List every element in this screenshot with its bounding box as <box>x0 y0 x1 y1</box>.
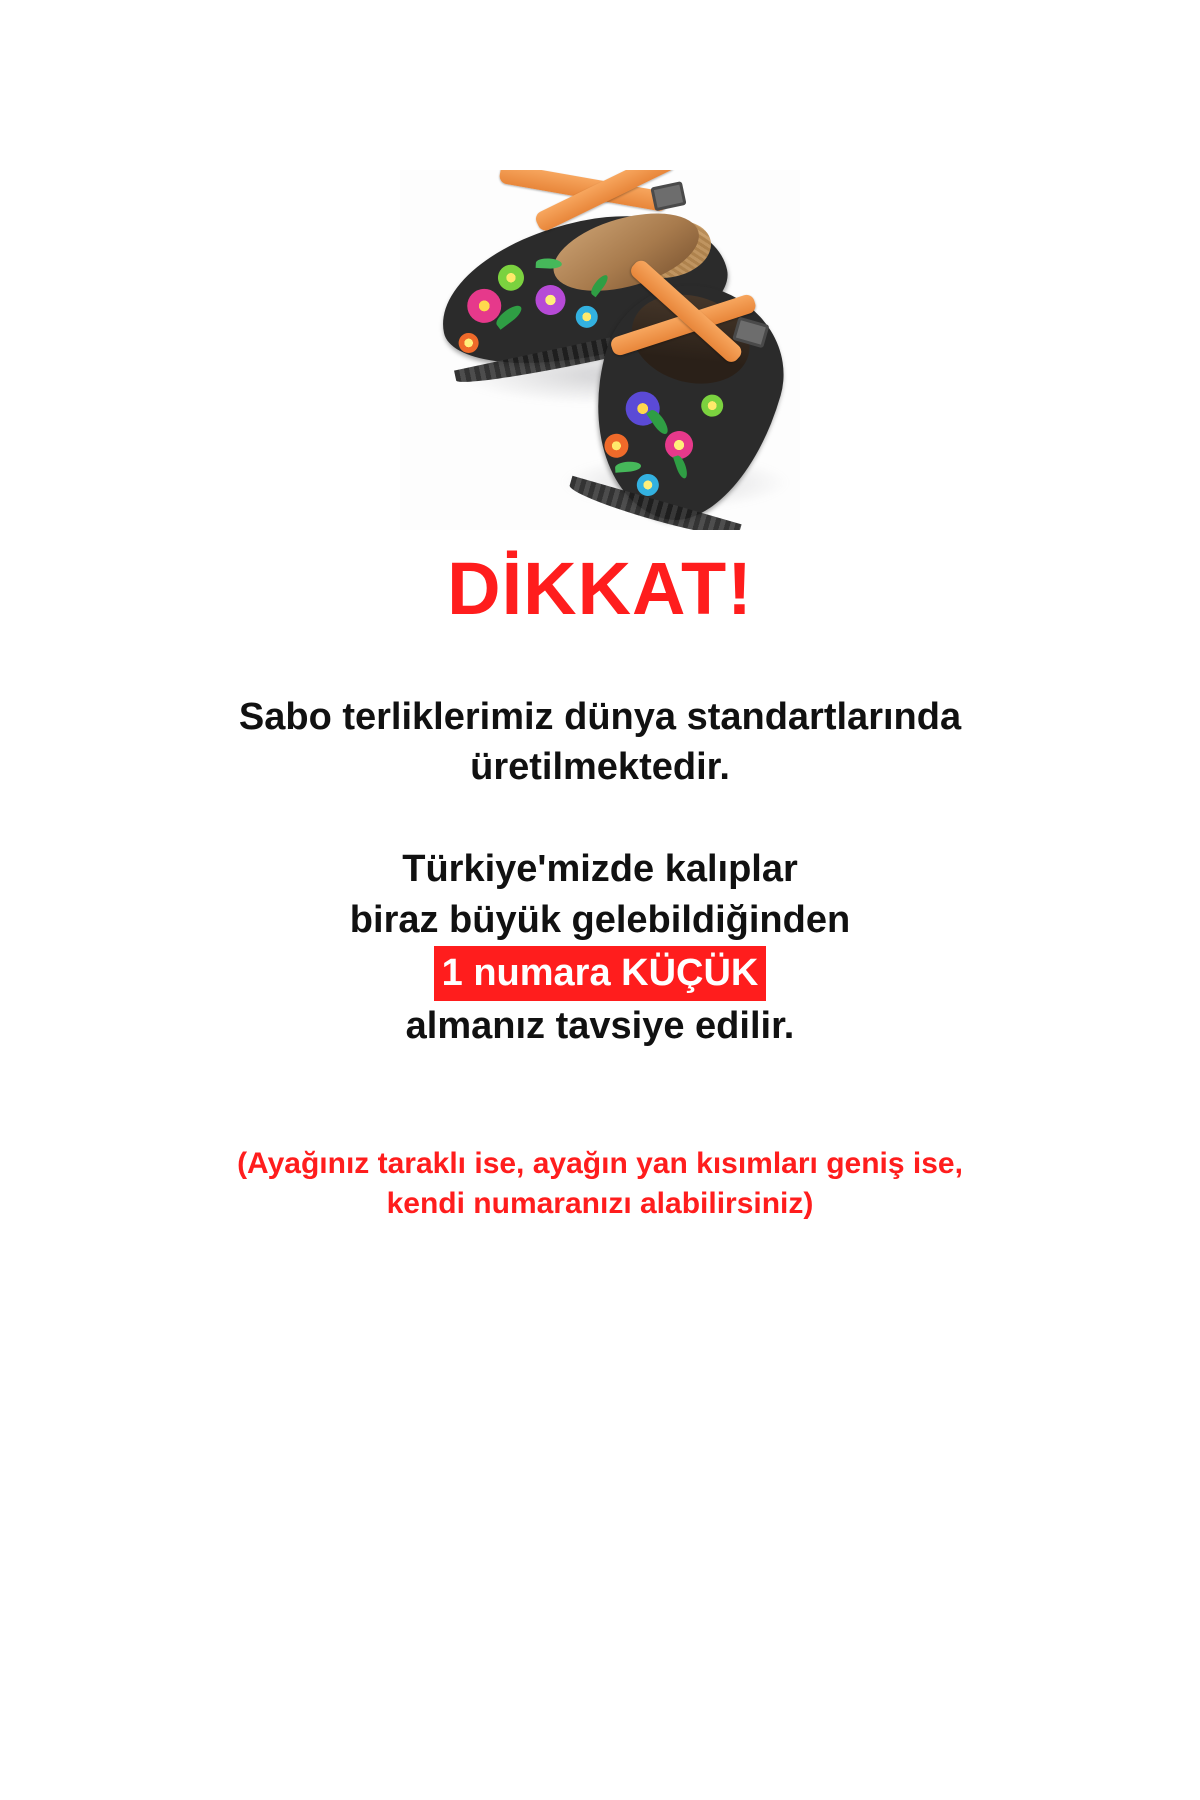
paragraph-sizing-line4: almanız tavsiye edilir. <box>405 1005 795 1048</box>
size-highlight-wrap <box>100 946 1100 1001</box>
paragraph-standards <box>100 692 1100 792</box>
size-highlight-badge: 1 numara KÜÇÜK <box>434 946 767 1001</box>
product-photo <box>400 170 800 530</box>
leaf-icon <box>536 258 562 269</box>
paragraph-sizing-line1: Türkiye'mizde kalıplar <box>402 848 798 891</box>
paragraph-sizing-line2: biraz büyük gelebildiğinden <box>349 899 851 942</box>
note-line2: kendi numaranızı alabilirsiniz) <box>386 1187 814 1221</box>
buckle-icon <box>650 181 686 211</box>
paragraph-standards-line2: üretilmektedir. <box>470 746 730 789</box>
paragraph-standards-line1: Sabo terliklerimiz dünya standartlarında <box>238 696 962 738</box>
paragraph-sizing <box>100 844 1100 1052</box>
note-wide-foot <box>80 1144 1120 1225</box>
photo-background <box>400 170 800 530</box>
note-line1: (Ayağınız taraklı ise, ayağın yan kısımları geniş ise, <box>237 1146 963 1180</box>
page-title: DİKKAT! <box>447 547 753 630</box>
